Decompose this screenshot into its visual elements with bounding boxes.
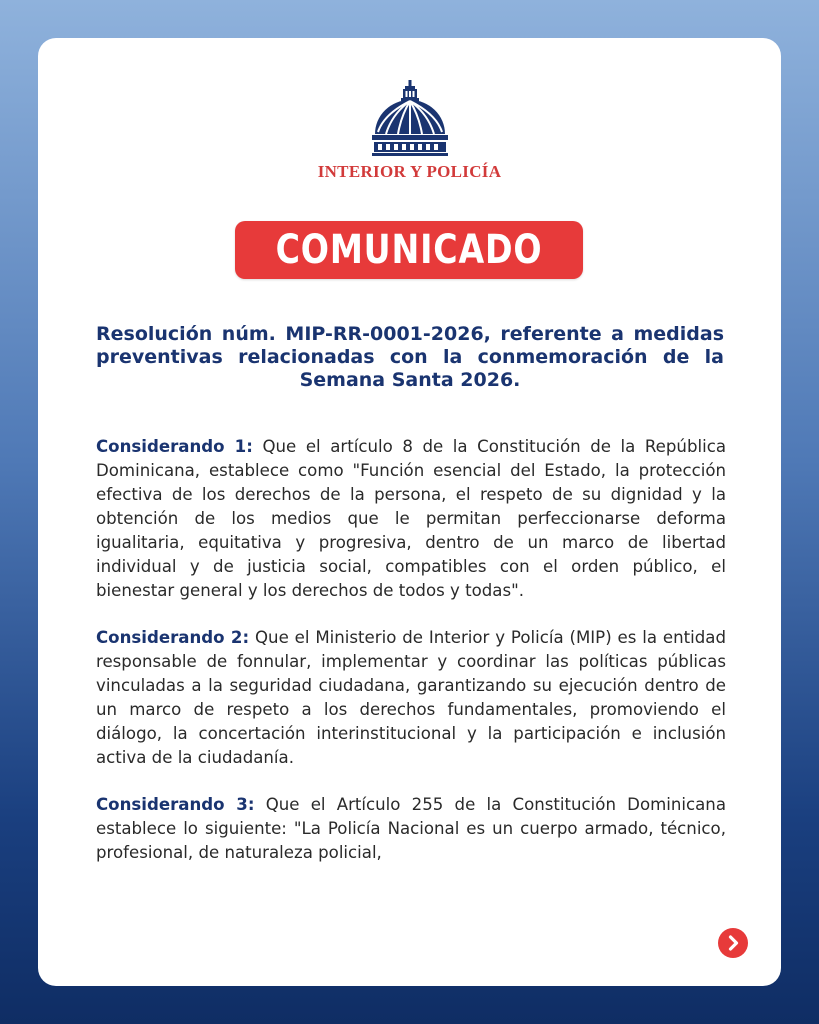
- dome-icon: [365, 78, 455, 158]
- org-name: INTERIOR Y POLICÍA: [317, 162, 502, 181]
- considerando-text: Que el Ministerio de Interior y Policía (MIP) es la entidad responsable de fonnular, implementar y coordinar las políticas públicas vinculadas a la seguridad ciudadana, garantizando su ejecución dentro de un marco de respeto a los derechos fundamentales, promoviendo el diálogo, la concertación interinstitucional y la participación e inclusión activa de la ciudadanía.: [96, 628, 726, 767]
- considerando-text: Que el Artículo 255 de la Constitución Dominicana establece lo siguiente: "La Policía Nacional es un cuerpo armado, técnico, profesional, de naturaleza policial,: [96, 795, 726, 862]
- considerando-label: Considerando 3:: [96, 795, 255, 814]
- ministry-logo: [38, 78, 781, 182]
- resolution-title: Resolución núm. MIP-RR-0001-2026, referente a medidas preventivas relacionadas con la conmemoración de la Semana Santa 2026.: [96, 323, 724, 391]
- comunicado-banner: [235, 221, 583, 279]
- communique-card: [38, 38, 781, 986]
- considerando-text: Que el artículo 8 de la Constitución de la República Dominicana, establece como "Función esencial del Estado, la protección efectiva de los derechos de la persona, el respeto de su dignidad y la obtención de los medios que le permitan perfeccionarse deforma igualitaria, equitativa y progresiva, dentro de un marco de libertad individual y de justicia social, compatibles con el orden público, el bienestar general y los derechos de todos y todas".: [96, 437, 726, 600]
- considerando-label: Considerando 2:: [96, 628, 250, 647]
- document-body: [96, 435, 726, 888]
- considerando-3: [96, 793, 726, 865]
- considerando-label: Considerando 1:: [96, 437, 253, 456]
- banner-title: COMUNICADO: [275, 227, 543, 273]
- chevron-right-icon: [718, 928, 748, 958]
- considerando-2: [96, 626, 726, 770]
- next-page-button[interactable]: [718, 928, 748, 958]
- considerando-1: [96, 435, 726, 603]
